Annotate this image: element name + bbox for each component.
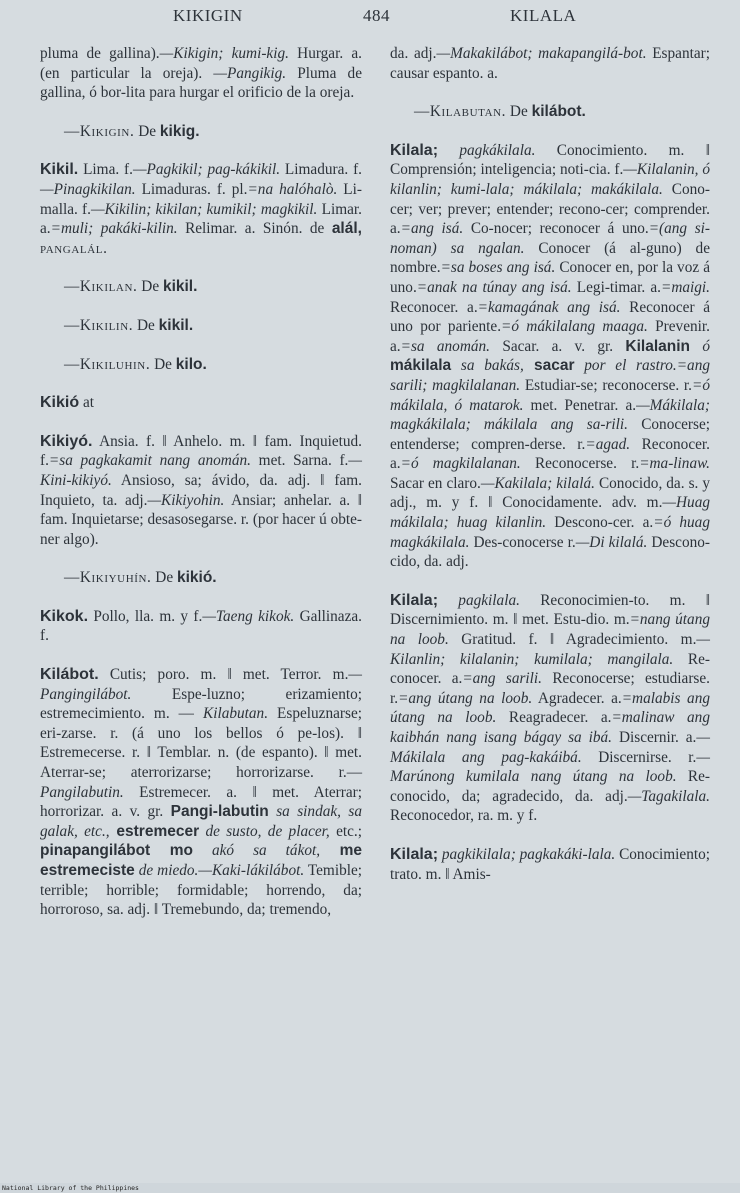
left-column [40,44,362,939]
entry-continuation: da. adj.—Makakilábot; makapangilá-bot. Espantar; causar espanto. a. [390,45,710,82]
cross-reference: —Kikilan. De kikil. [64,278,198,296]
entry-kilala-1: Kilala; pagkákilala. Conocimiento. m. ‖ Comprensión; inteligencia; noti-cia. f.—Kilalanin, ó kilanlin; kumi-lala; mákilala; makákilala. Cono-cer; ver; prever; entender; recono-cer; comprender. a.=ang isá. Co-nocer; reconocer á uno.=(ang si-noman) sa ngalan. Conocer (á al-guno) de nombre.=sa boses ang isá. Conocer en, por la voz á uno.=anak na túnay ang isá. Legi-timar. a.=maigi. Reconocer. a.=kamagának ang isá. Reconocer á uno por pariente.=ó mákilalang maaga. Prevenir. a.=sa anomán. Sacar. a. v. gr. Kilalanin ó mákilala sa bakás, sacar por el rastro.=ang sarili; magkilalanan. Estudiar-se; reconocerse. r.=ó mákilala, ó matarok. met. Penetrar. a.—Mákilala; magkákilala; mákilala ang sa-rili. Conocerse; entenderse; compren-derse. r.=agad. Reconocer. a.=ó magkilalanan. Reconocerse. r.=ma-linaw. Sacar en claro.—Kakilala; kilalá. Conocido, da. s. y adj., m. y f. ‖ Conocidamente. adv. m.—Huag mákilala; huag kilanlin. Descono-cer. a.=ó huag magkákilala. Des-conocerse r.—Di kilalá. Descono-cido, da. adj. [390,141,711,571]
page-number: 484 [363,6,390,25]
entry-kikiyo: Kikiyó. Ansia. f. ‖ Anhelo. m. ‖ fam. Inquietud. f.=sa pagkakamit nang anomán. met. Sarna. f.—Kini-kikiyó. Ansioso, sa; ávido, da. adj. ‖ fam. Inquieto, ta. adj.—Kikiyohin. Ansiar; anhelar. a. ‖ fam. Inquietarse; desasosegarse. r. (por hacer ú obte-ner algo). [40,432,362,548]
entry-kilabot: Kilábot. Cutis; poro. m. ‖ met. Terror. m.—Pangingilábot. Espe-luzno; erizamiento; estremecimiento. m. — Kilabutan. Espeluznarse; eri-zarse. r. (á uno los bellos ó pe-los). ‖ Estremecerse. r. ‖ Temblar. n. (de espanto). ‖ met. Aterrar-se; aterrorizarse; horrorizarse. r.—Pangilabutin. Estremecer. a. ‖ met. Aterrar; horrorizar. a. v. gr. Pangi-labutin sa sindak, sa galak, etc., estremecer de susto, de placer, etc.; pinapangilábot mo akó sa tákot, me estremeciste de miedo.—Kaki-lákilábot. Temible; terrible; horrible; formidable; horrendo, da; horroroso, sa. adj. ‖ Tremebundo, da; tremendo, [40,666,363,919]
header-right-guideword: KILALA [510,6,577,25]
cross-reference: —Kikigin. De kikig. [64,122,200,140]
entry-kilala-3: Kilala; pagkikilala; pagkakáki-lala. Conocimiento; trato. m. ‖ Amis- [390,845,710,883]
cross-reference: —Kikilin. De kikil. [64,316,194,334]
cross-reference: —Kikiyuhín. De kikió. [64,569,217,587]
entry-kikok: Kikok. Pollo, lla. m. y f.—Taeng kikok. Gallinaza. f. [40,607,362,645]
footer-attribution: National Library of the Philippines [2,1184,139,1192]
entry-kikil: Kikil. Lima. f.—Pagkikil; pag-kákikil. Limadura. f.—Pinagkikilan. Limaduras. f. pl.=na halóhalò. Li-malla. f.—Kikilin; kikilan; kumikil; magkikil. Limar. a.=muli; pakáki-kilin. Relimar. a. Sinón. de alál, pangalál. [40,161,362,257]
entry-kikio: Kikió at [40,394,94,412]
running-head [0,4,740,30]
header-left-guideword: KIKIGIN [173,6,243,25]
entry-kilala-2: Kilala; pagkilala. Reconocimien-to. m. ‖ Discernimiento. m. ‖ met. Estu-dio. m.=nang útang na loob. Gratitud. f. ‖ Agradecimiento. m.—Kilanlin; kilalanin; kumilala; mangilala. Re-conocer. a.=ang sarili. Reconocerse; estudiarse. r.=ang útang na loob. Agradecer. a.=malabis ang útang na loob. Reagradecer. a.=malinaw ang kaibhán nang isang bágay sa ibá. Discernir. a.—Mákilala ang pag-kakáibá. Discernirse. r.—Marúnong kumilala nang útang na loob. Re-conocido, da; agradecido, da. adj.—Tagakilala. Reconocedor, ra. m. y f. [390,591,711,825]
entry-continuation: pluma de gallina).—Kikigin; kumi-kig. Hurgar. a. (en particular la oreja). —Pangikig. Pluma de gallina, ó bor-lita para hurgar el orificio de la oreja. [40,45,362,102]
cross-reference: —Kikiluhin. De kilo. [64,355,207,373]
right-column [390,44,710,903]
cross-reference: —Kilabutan. De kilábot. [414,103,586,121]
